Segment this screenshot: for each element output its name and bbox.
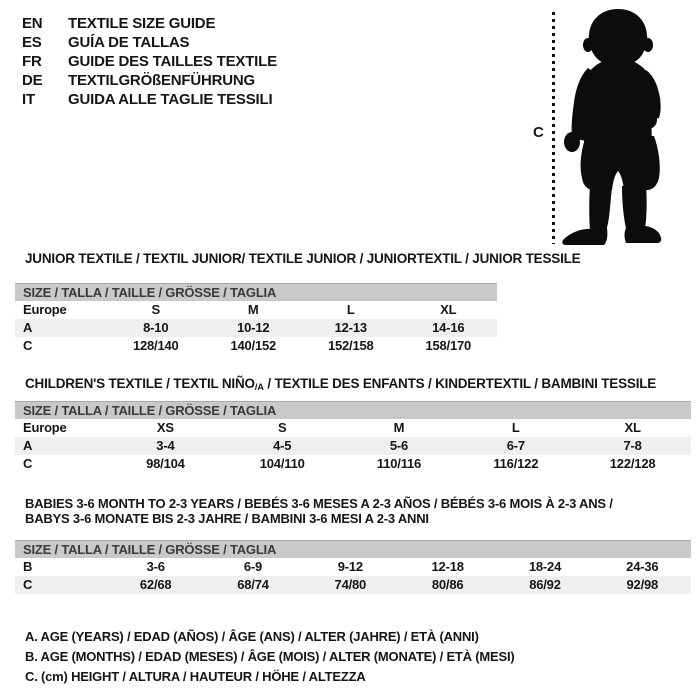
age-cell: 3-4 [156,438,175,453]
months-cell: 12-18 [431,559,464,574]
lang-row-de [22,71,277,90]
table-row-europe [15,301,497,319]
lang-code: EN [22,15,43,32]
age-cell: 10-12 [237,320,270,335]
row-label: A [23,320,33,335]
height-measure-label: C [533,124,544,141]
lang-title: GUIDE DES TAILLES TEXTILE [68,53,277,70]
height-cell: 152/158 [327,338,374,353]
age-cell: 5-6 [389,438,409,453]
row-label: Europe [23,302,67,317]
junior-section-heading: JUNIOR TEXTILE / TEXTIL JUNIOR/ TEXTILE JUNIOR / JUNIORTEXTIL / JUNIOR TESSILE [25,251,581,266]
age-cell: 14-16 [432,320,465,335]
months-cell: 24-36 [626,559,659,574]
height-cell: 122/128 [609,456,656,471]
height-cell: 92/98 [626,577,659,592]
row-label: C [23,456,33,471]
lang-code: DE [22,72,43,89]
height-cell: 68/74 [237,577,269,592]
age-cell: 4-5 [273,438,292,453]
height-cell: 116/122 [493,456,539,471]
babies-size-table [15,540,691,594]
row-label: B [23,559,33,574]
size-cell: XL [440,302,457,317]
age-cell: 6-7 [506,438,525,453]
months-cell: 6-9 [243,559,263,574]
footnote-b: B. AGE (MONTHS) / EDAD (MESES) / ÂGE (MOIS) / ALTER (MONATE) / ETÀ (MESI) [25,649,515,664]
lang-title: GUÍA DE TALLAS [68,34,190,51]
size-cell: S [277,420,287,435]
row-label: Europe [23,420,67,435]
table-row-europe [15,419,691,437]
months-cell: 18-24 [528,559,562,574]
height-cell: 128/140 [132,338,179,353]
lang-row-it [22,90,277,109]
height-cell: 80/86 [431,577,464,592]
size-cell: L [346,302,355,317]
lang-code: ES [22,34,42,51]
lang-title: TEXTILE SIZE GUIDE [68,15,216,32]
children-heading-text: CHILDREN'S TEXTILE / TEXTIL NIÑO [25,376,255,391]
size-cell: L [511,420,520,435]
height-measure-dotted-line [552,12,555,244]
babies-heading-line2: BABYS 3-6 MONATE BIS 2-3 JAHRE / BAMBINI 3-6 MESI A 2-3 ANNI [25,511,429,526]
size-cell: XL [624,420,641,435]
height-cell: 110/116 [376,456,422,471]
row-label: A [23,438,33,453]
row-label: C [23,577,33,592]
age-cell: 12-13 [334,320,367,335]
footnote-legend [25,627,515,687]
lang-title: TEXTILGRÖßENFÜHRUNG [68,72,256,89]
lang-title: GUIDA ALLE TAGLIE TESSILI [68,91,273,108]
junior-size-table [15,283,497,355]
children-section-heading [25,376,656,392]
height-cell: 74/80 [334,577,367,592]
babies-section-heading [25,496,613,526]
table-row-height [15,455,691,473]
size-header-bar: SIZE / TALLA / TAILLE / GRÖSSE / TAGLIA [15,401,691,419]
babies-heading-line1: BABIES 3-6 MONTH TO 2-3 YEARS / BEBÉS 3-6 MESES A 2-3 AÑOS / BÉBÉS 3-6 MOIS À 2-3 ANS / [25,496,613,511]
height-cell: 62/68 [139,577,172,592]
table-row-age [15,437,691,455]
height-cell: 158/170 [425,338,472,353]
footnote-c: C. (cm) HEIGHT / ALTURA / HAUTEUR / HÖHE / ALTEZZA [25,669,366,684]
size-cell: XS [156,420,174,435]
footnote-a: A. AGE (YEARS) / EDAD (AÑOS) / ÂGE (ANS) / ALTER (JAHRE) / ETÀ (ANNI) [25,629,479,644]
row-label: C [23,338,33,353]
toddler-silhouette-icon [560,8,664,246]
lang-row-es [22,33,277,52]
children-heading-text: / TEXTILE DES ENFANTS / KINDERTEXTIL / BAMBINI TESSILE [263,376,657,391]
lang-code: FR [22,53,42,70]
lang-row-fr [22,52,277,71]
table-row-height [15,576,691,594]
size-cell: M [393,420,405,435]
size-cell: M [247,302,259,317]
height-cell: 98/104 [146,456,185,471]
children-size-table [15,401,691,473]
children-heading-sub: /A [254,382,264,392]
table-row-age [15,319,497,337]
age-cell: 8-10 [143,320,169,335]
table-row-height [15,337,497,355]
height-cell: 104/110 [259,456,305,471]
lang-row-en [22,14,277,33]
size-cell: S [151,302,160,317]
months-cell: 3-6 [146,559,165,574]
size-header-bar: SIZE / TALLA / TAILLE / GRÖSSE / TAGLIA [15,283,497,301]
table-row-months [15,558,691,576]
language-title-list [22,14,277,109]
months-cell: 9-12 [337,559,363,574]
lang-code: IT [22,91,35,108]
size-header-bar: SIZE / TALLA / TAILLE / GRÖSSE / TAGLIA [15,540,691,558]
height-cell: 140/152 [230,338,277,353]
height-cell: 86/92 [529,577,561,592]
age-cell: 7-8 [623,438,642,453]
